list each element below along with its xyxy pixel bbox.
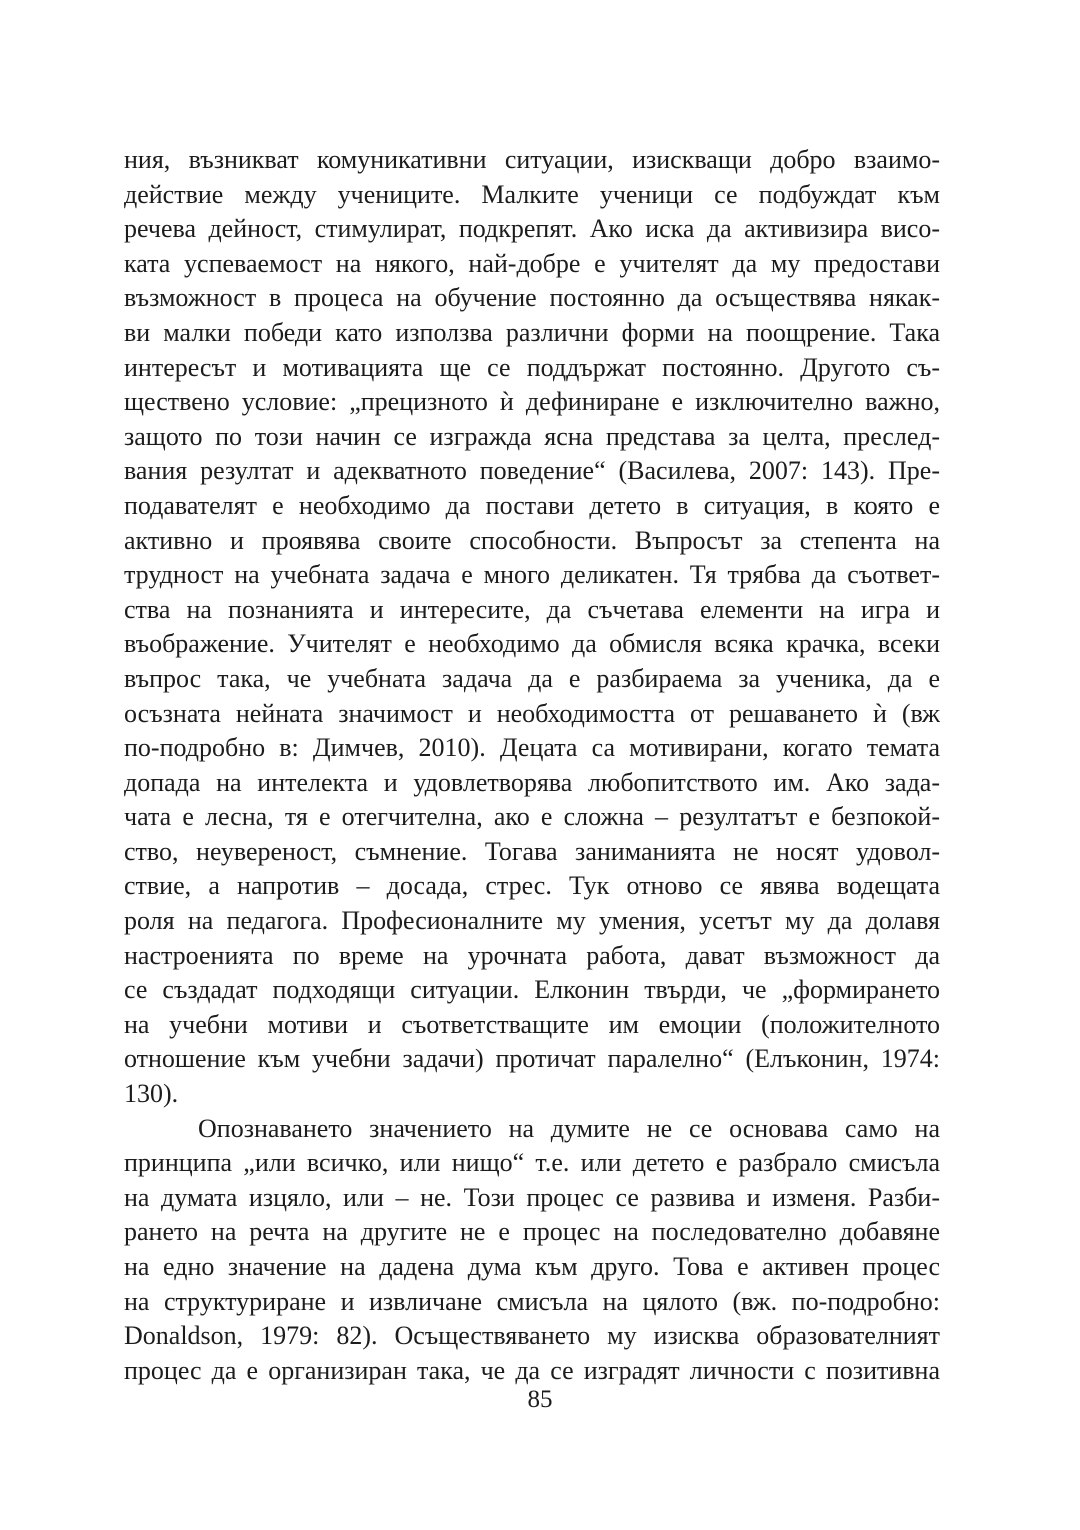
text-line: трудност на учебната задача е много деликатен. Тя трябва да съответ- [124, 560, 940, 590]
text-line: ката успеваемост на някого, най-добре е учителят да му предостави [124, 248, 940, 278]
text-line: въображение. Учителят е необходимо да обмисля всяка крачка, всеки [124, 629, 940, 659]
text-line: ствие, а напротив – досада, стрес. Тук отново се явява водещата [124, 871, 940, 901]
text-line: на учебни мотиви и съответстващите им емоции (положителното [124, 1009, 940, 1039]
text-line: активно и проявява своите способности. Въпросът за степента на [124, 525, 940, 555]
text-line: ществено условие: „прецизното ѝ дефиниране е изключително важно, [124, 387, 940, 417]
text-line: защото по този начин се изгражда ясна представа за целта, преслед- [124, 421, 940, 451]
text-line: ство, неувереност, съмнение. Тогава заниманията не носят удовол- [124, 836, 940, 866]
text-line: настроенията по време на урочната работа, дават възможност да [124, 940, 940, 970]
text-line: чата е лесна, тя е отегчителна, ако е сложна – резултатът е безпокой- [124, 802, 940, 832]
text-line: процес да е организиран така, че да се изградят личности с позитивна [124, 1355, 940, 1385]
text-line: принципа „или всичко, или нищо“ т.е. или детето е разбрало смисъла [124, 1148, 940, 1178]
body-text [124, 143, 940, 1388]
text-line: ния, възникват комуникативни ситуации, изискващи добро взаимо- [124, 145, 940, 174]
paragraph-2 [124, 1112, 940, 1389]
text-line: по-подробно в: Димчев, 2010). Децата са мотивирани, когато темата [124, 733, 940, 763]
text-line: се създадат подходящи ситуации. Елконин твърди, че „формирането [124, 975, 940, 1005]
text-line: речева дейност, стимулират, подкрепят. Ако иска да активизира висо- [124, 214, 940, 244]
paragraph-1 [124, 143, 940, 1112]
text-line: ства на познанията и интересите, да съчетава елементи на игра и [124, 594, 940, 624]
text-line: Опознаването значението на думите не се основава само на [198, 1113, 940, 1143]
text-line: рането на речта на другите не е процес на последователно добавяне [124, 1217, 940, 1247]
text-line: ви малки победи като използва различни форми на поощрение. Така [124, 317, 940, 347]
text-line: интересът и мотивацията ще се поддържат постоянно. Другото съ- [124, 352, 940, 382]
text-line: допада на интелекта и удовлетворява любопитството им. Ако зада- [124, 767, 940, 797]
text-line: 130). [124, 1079, 179, 1109]
text-line: роля на педагога. Професионалните му умения, усетът му да долавя [124, 906, 940, 936]
text-line: отношение към учебни задачи) протичат паралелно“ (Елъконин, 1974: [124, 1044, 940, 1074]
text-line: вания резултат и адекватното поведение“ (Василева, 2007: 143). Пре- [124, 456, 940, 486]
text-line: на думата изцяло, или – не. Този процес се развива и изменя. Разби- [124, 1182, 940, 1212]
text-line: въпрос така, че учебната задача да е разбираема за ученика, да е [124, 663, 940, 693]
text-line: Donaldson, 1979: 82). Осъществяването му изисква образователният [124, 1321, 940, 1351]
text-line: на едно значение на дадена дума към друго. Това е активен процес [124, 1252, 940, 1281]
text-line: подавателят е необходимо да постави детето в ситуация, в която е [124, 490, 940, 520]
text-line: осъзната нейната значимост и необходимостта от решаването ѝ (вж [124, 698, 940, 728]
page-number: 85 [527, 1386, 553, 1413]
text-line: възможност в процеса на обучение постоянно да осъществява някак- [124, 283, 940, 313]
text-line: на структуриране и извличане смисъла на цялото (вж. по-подробно: [124, 1286, 940, 1316]
text-line: действие между учениците. Малките ученици се подбуждат към [124, 179, 940, 209]
